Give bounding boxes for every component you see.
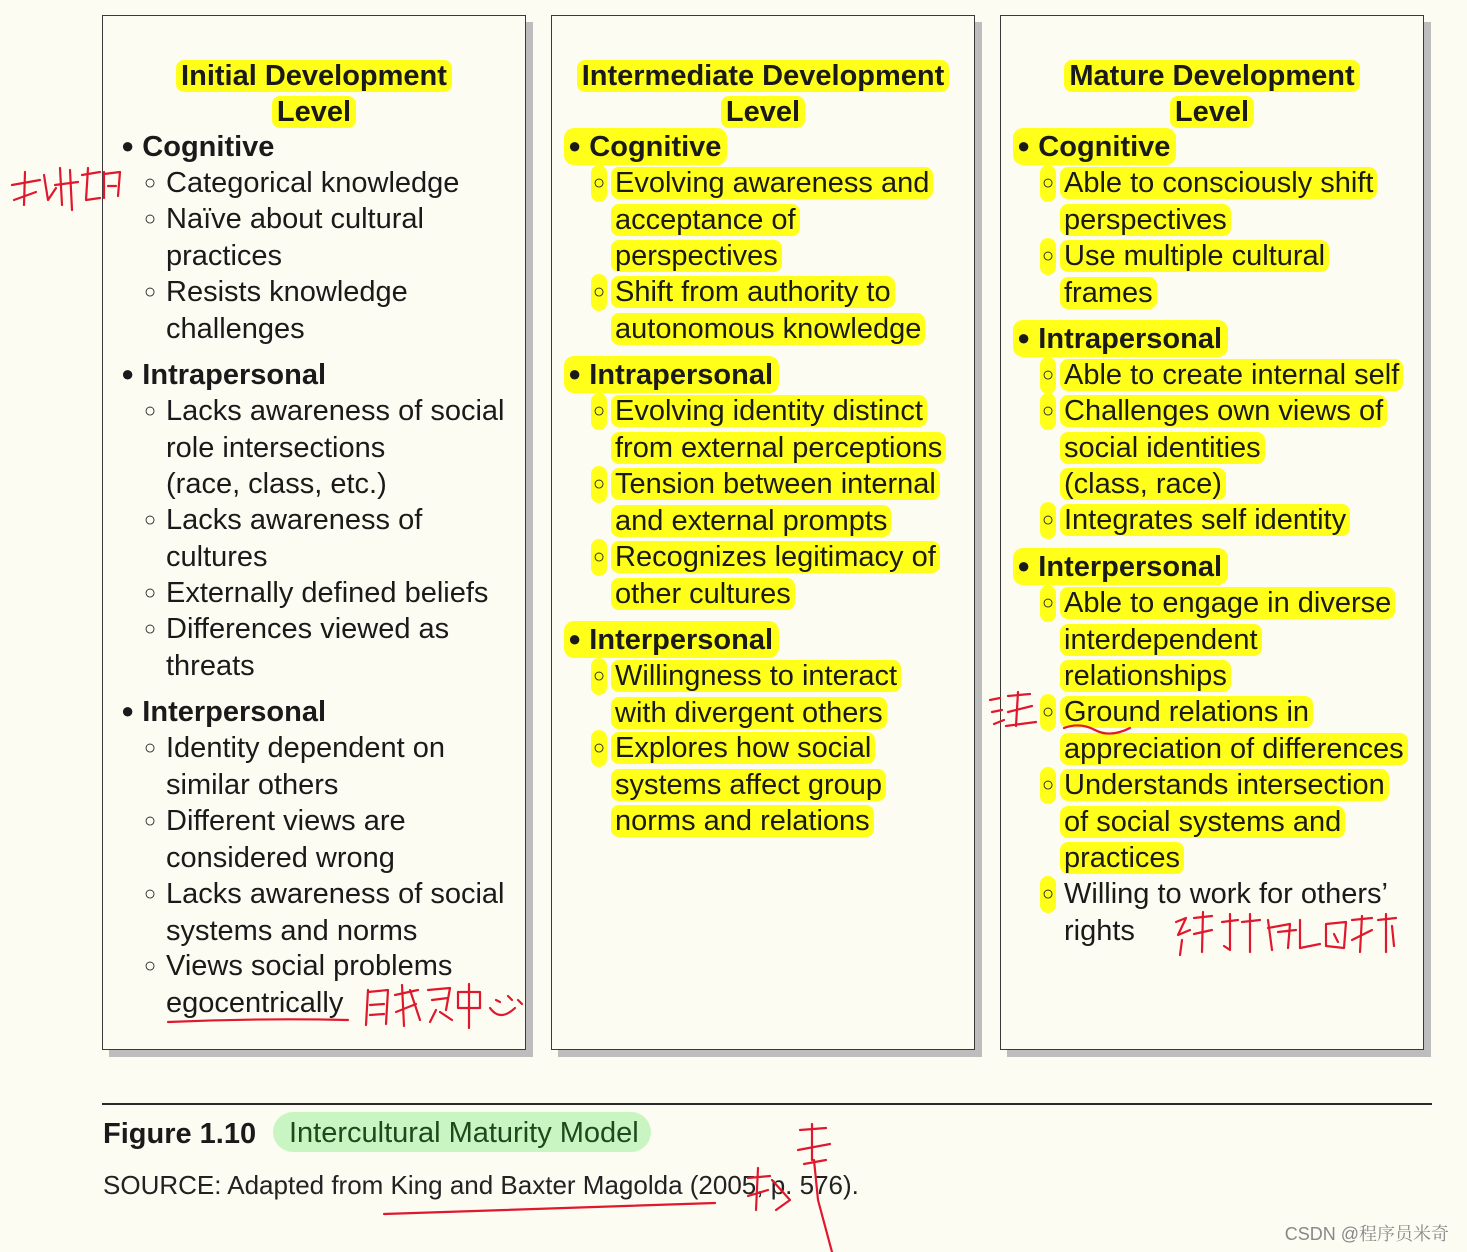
caption-divider — [102, 1103, 1432, 1105]
group-heading-cognitive: ● Cognitive — [564, 128, 727, 165]
list-item: ○ Able to consciously shift perspectives — [1064, 165, 1377, 238]
list-item: ○ Categorical knowledge — [144, 167, 460, 199]
group-heading-interpersonal: ● Interpersonal — [1013, 548, 1228, 585]
list-item: ○ Able to create internal self — [1064, 357, 1403, 394]
list-item: ○ Recognizes legitimacy of other cultures — [615, 539, 940, 612]
column-title — [103, 58, 525, 130]
list-item: ○ Differences viewed as threats — [144, 613, 450, 682]
list-item: ○ Externally defined beliefs — [144, 577, 489, 609]
list-item: ○ Evolving awareness and acceptance of perspectives — [615, 165, 933, 275]
list-item: ○ Lacks awareness of social role intersections (race, class, etc.) — [144, 395, 505, 500]
underline-stroke — [384, 1203, 715, 1214]
list-item: ○ Views social problems egocentrically — [144, 950, 453, 1019]
group-heading-intrapersonal: ● Intrapersonal — [121, 359, 327, 391]
column-title-line: Intermediate Development — [577, 60, 950, 92]
list-item: ○ Tension between internal and external prompts — [615, 466, 940, 539]
column-title-line: Level — [1170, 96, 1254, 128]
column-mature-development — [1000, 15, 1424, 1050]
list-item: ○ Willing to work for others’ rights — [1042, 878, 1388, 947]
list-item: ○ Naïve about cultural practices — [144, 203, 424, 272]
list-item: ○ Willingness to interact with divergent others — [615, 658, 901, 731]
group-heading-cognitive: ● Cognitive — [1013, 128, 1176, 165]
list-item: ○ Lacks awareness of social systems and norms — [144, 878, 505, 947]
list-item: ○ Explores how social systems affect group norms and relations — [615, 730, 886, 840]
column-title — [1001, 58, 1423, 130]
watermark: CSDN @程序员米奇 — [1284, 1224, 1449, 1244]
group-heading-interpersonal: ● Interpersonal — [121, 696, 327, 728]
list-item: ○ Understands intersection of social systems and practices — [1064, 767, 1389, 877]
list-item: ○ Use multiple cultural frames — [1064, 238, 1329, 311]
list-item: ○ Identity dependent on similar others — [144, 732, 445, 801]
column-intermediate-development — [551, 15, 975, 1050]
column-initial-development — [102, 15, 526, 1050]
list-item: ○ Different views are considered wrong — [144, 805, 406, 874]
group-heading-interpersonal: ● Interpersonal — [564, 621, 779, 658]
list-item: ○ Able to engage in diverse interdependent relationships — [1064, 585, 1395, 695]
column-title-line: Initial Development — [176, 60, 452, 92]
list-item: ○ Evolving identity distinct from external perceptions — [615, 393, 946, 466]
group-heading-cognitive: ● Cognitive — [121, 131, 275, 163]
column-title-line: Level — [272, 96, 356, 128]
list-item: ○ Shift from authority to autonomous knowledge — [615, 274, 925, 347]
group-heading-intrapersonal: ● Intrapersonal — [1013, 320, 1228, 357]
margin-scribble — [55, 168, 100, 210]
list-item: ○ Challenges own views of social identities (class, race) — [1064, 393, 1387, 503]
figure-source: SOURCE: Adapted from King and Baxter Magolda (2005, p. 576). — [103, 1170, 859, 1200]
list-item: ○ Ground relations in appreciation of differences — [1064, 694, 1408, 767]
margin-scribble — [12, 172, 56, 205]
figure-title: Intercultural Maturity Model — [273, 1112, 651, 1152]
column-title-line: Mature Development — [1064, 60, 1359, 92]
column-title-line: Level — [721, 96, 805, 128]
group-heading-intrapersonal: ● Intrapersonal — [564, 356, 779, 393]
column-title — [552, 58, 974, 130]
list-item: ○ Lacks awareness of cultures — [144, 504, 423, 573]
list-item: ○ Integrates self identity — [1064, 502, 1350, 539]
figure-label: Figure 1.10 — [103, 1118, 257, 1150]
list-item: ○ Resists knowledge challenges — [144, 276, 408, 345]
